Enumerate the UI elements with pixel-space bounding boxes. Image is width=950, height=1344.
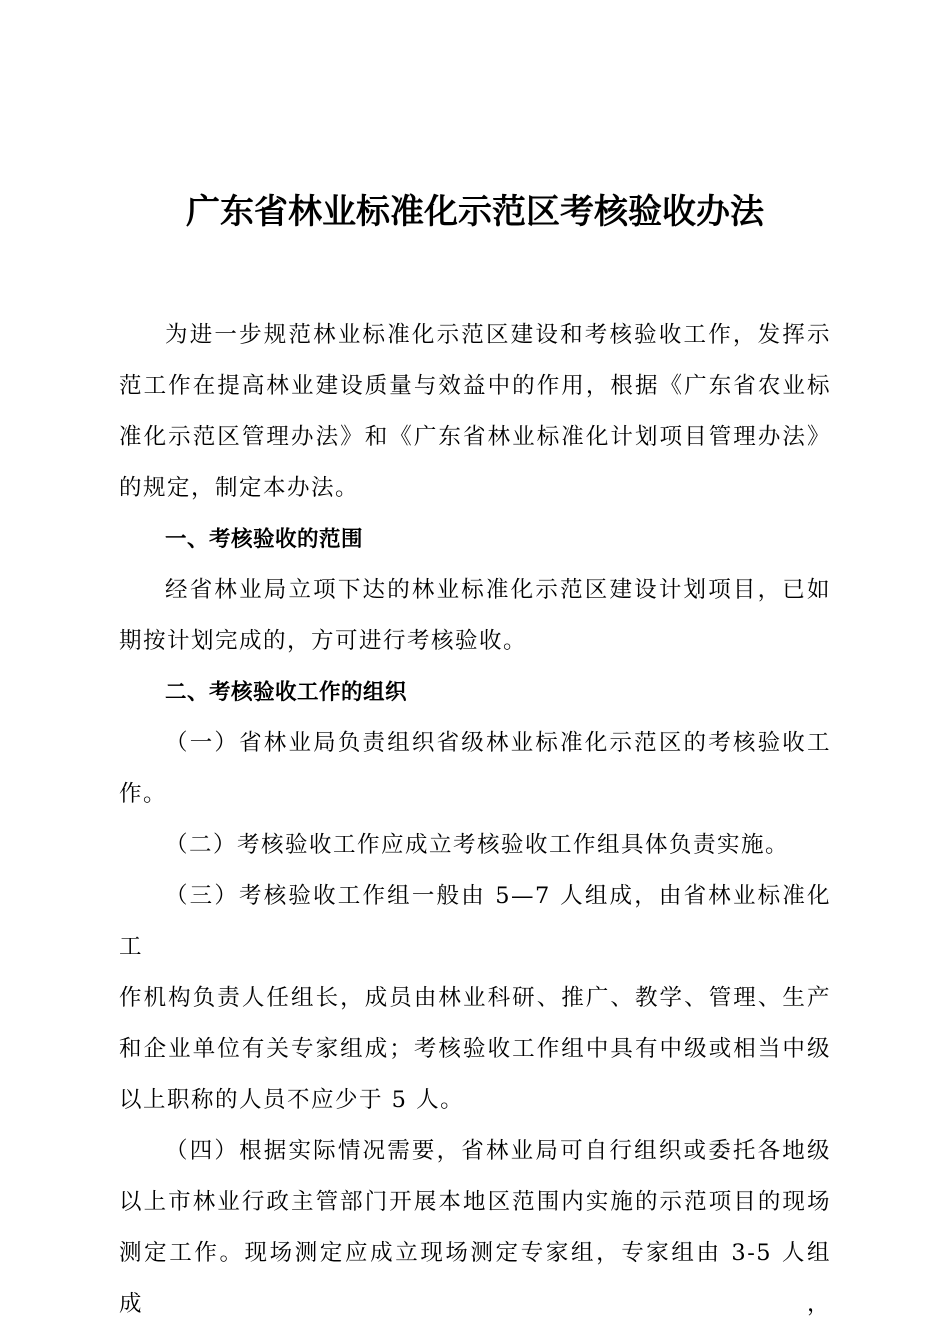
- section-heading: 二、考核验收工作的组织: [165, 680, 408, 705]
- text-line: 经省林业局立项下达的林业标准化示范区建设计划项目，已如: [165, 577, 831, 603]
- intro-paragraph: [119, 310, 831, 514]
- section1-paragraph: [119, 565, 831, 667]
- text-line: 以上职称的人员不应少于 5 人。: [119, 1087, 465, 1113]
- text-line: 为进一步规范林业标准化示范区建设和考核验收工作，发挥示: [165, 322, 831, 348]
- text-line: （二）考核验收工作应成立考核验收工作组具体负责实施。: [165, 832, 790, 858]
- section2-item3: [119, 871, 831, 1126]
- text-line: 范工作在提高林业建设质量与效益中的作用，根据《广东省农业标: [119, 373, 831, 399]
- text-line: 准化示范区管理办法》和《广东省林业标准化计划项目管理办法》: [119, 424, 831, 450]
- document-title: 广东省林业标准化示范区考核验收办法: [186, 192, 764, 232]
- text-line: 的规定，制定本办法。: [119, 475, 360, 501]
- text-line: （四）根据实际情况需要，省林业局可自行组织或委托各地级: [165, 1138, 831, 1164]
- text-line: （三）考核验收工作组一般由 5—7 人组成，由省林业标准化工: [119, 883, 831, 960]
- text-line: 期按计划完成的，方可进行考核验收。: [119, 628, 528, 654]
- section2-item2: [119, 820, 831, 871]
- text-line: 和企业单位有关专家组成；考核验收工作组中具有中级或相当中级: [119, 1036, 831, 1062]
- text-line: 测定工作。现场测定应成立现场测定专家组，专家组由 3-5 人组成，: [119, 1240, 831, 1317]
- text-line: 以上市林业行政主管部门开展本地区范围内实施的示范项目的现场: [119, 1189, 831, 1215]
- section-heading: 一、考核验收的范围: [165, 527, 364, 552]
- section2-item4: [119, 1126, 831, 1330]
- section2-item1: [119, 718, 831, 820]
- text-line: （一）省林业局负责组织省级林业标准化示范区的考核验收工: [165, 730, 831, 756]
- document-body: [119, 310, 831, 1330]
- text-line: 作机构负责人任组长，成员由林业科研、推广、教学、管理、生产: [119, 985, 831, 1011]
- text-line: 作。: [119, 781, 168, 807]
